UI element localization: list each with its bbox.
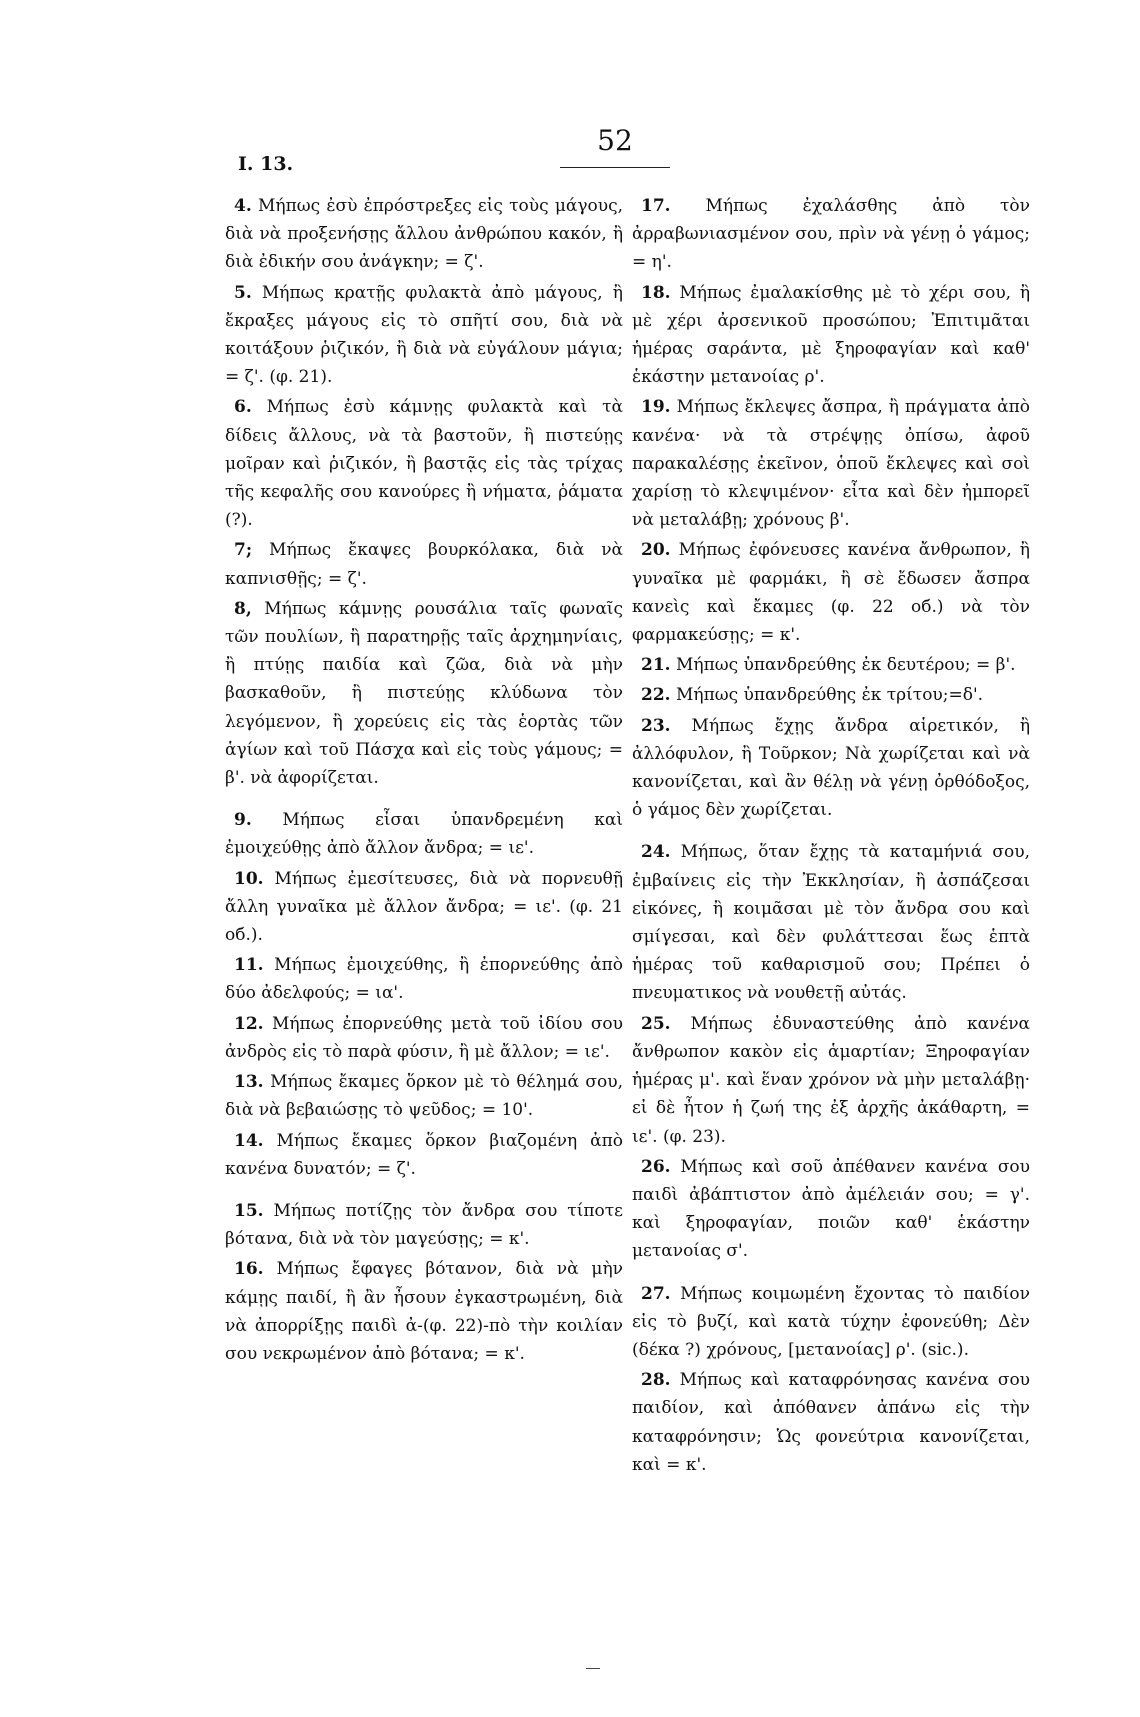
question-number: 15.	[234, 1200, 264, 1221]
question-entry	[632, 838, 1030, 1007]
question-entry	[632, 1153, 1030, 1266]
bottom-dash	[586, 1668, 600, 1669]
question-number: 13.	[234, 1072, 264, 1093]
question-text: Μήπως ἔφαγες βότανον, διὰ νὰ μὴν κάμῃς παιδί, ἢ ἂν ἦσουν ἐγκαστρωμένη, διὰ νὰ ἀπορρίξῃς παιδὶ ἀ-(φ. 22)-πὸ τὴν κοιλίαν σου νεκρωμένον ἀπὸ βότανα; = κ'.	[225, 1259, 624, 1364]
question-entry	[632, 1366, 1030, 1479]
question-entry	[632, 279, 1030, 392]
question-number: 12.	[234, 1013, 264, 1034]
question-text: Μήπως ἐμοιχεύθης, ἢ ἐπορνεύθης ἀπὸ δύο ἀδελφούς; = ια'.	[225, 955, 623, 1004]
question-number: 14.	[234, 1130, 264, 1151]
question-text: Μήπως ἐφόνευσες κανένα ἄνθρωπον, ἢ γυναῖκα μὲ φαρμάκι, ἢ σὲ ἔδωσεν ἄσπρα κανεὶς καὶ ἔκαμες (φ. 22 об.) νὰ τὸν φαρμακεύσῃς; = κ'.	[632, 540, 1030, 646]
question-entry	[632, 681, 1030, 709]
question-number: 23.	[641, 715, 671, 736]
question-entry	[225, 951, 623, 1007]
question-entry	[225, 865, 623, 950]
question-number: 8,	[234, 598, 252, 619]
question-text: Μήπως καὶ καταφρόνησας κανένα σου παιδίον, καὶ ἀπόθανεν ἀπάνω εἰς τὴν καταφρόνησιν; Ὡς φονεύτρια κανονίζεται, καὶ = κ'.	[632, 1370, 1031, 1475]
question-entry	[225, 536, 623, 592]
question-number: 24.	[641, 842, 671, 863]
question-number: 22.	[641, 685, 671, 706]
question-number: 20.	[641, 540, 671, 561]
question-text: Μήπως ἐμεσίτευσες, διὰ νὰ πορνευθῇ ἄλλη γυναῖκα μὲ ἄλλον ἄνδρα; = ιε'. (φ. 21 οб.).	[225, 868, 624, 946]
question-number: 18.	[641, 282, 671, 303]
question-number: 16.	[234, 1259, 264, 1280]
question-number: 4.	[234, 196, 252, 216]
question-entry	[632, 1280, 1030, 1365]
question-text: Μήπως ὑπανδρεύθης ἐκ δευτέρου; = β'.	[675, 655, 1016, 676]
question-entry	[632, 651, 1030, 679]
question-entry	[632, 192, 1030, 277]
question-text: Μήπως κοιμωμένη ἔχοντας τὸ παιδίον εἰς τὸ βυζί, καὶ κατὰ τύχην ἐφονεύθη; Δὲν (δέκα ?) χρόνους, [μετανοίας] ρ'. (sic.).	[632, 1283, 1030, 1360]
question-entry	[225, 1068, 623, 1124]
question-text: Μήπως ἔκαψες βουρκόλακα, διὰ νὰ καπνισθῇς; = ζ'.	[225, 540, 624, 589]
question-number: 11.	[234, 955, 264, 976]
question-number: 26.	[641, 1156, 671, 1177]
question-number: 25.	[641, 1013, 671, 1034]
question-number: 21.	[641, 655, 671, 676]
left-column	[225, 192, 623, 1370]
question-entry	[225, 1255, 623, 1368]
question-number: 27.	[641, 1283, 671, 1304]
question-entry	[225, 393, 623, 534]
question-text: Μήπως, ὅταν ἔχῃς τὰ καταμήνιά σου, ἐμβαίνεις εἰς τὴν Ἐκκλησίαν, ἢ ἀσπάζεσαι εἰκόνες, ἢ κοιμᾶσαι μὲ τὸν ἄνδρα σου καὶ σμίγεσαι, καὶ δὲν φυλάττεσαι ἕως ἑπτὰ ἡμέρας τοῦ καθαρισμοῦ σου; Πρέπει ὁ πνευματικος νὰ νουθετῇ αὐτάς.	[632, 842, 1031, 1004]
question-entry	[225, 279, 623, 392]
question-number: 7;	[234, 540, 253, 561]
question-text: Μήπως καὶ σοῦ ἀπέθανεν κανένα σου παιδὶ ἀβάπτιστον ἀπὸ ἀμέλειάν σου; = γ'. καὶ ξηροφαγίαν, ποιῶν καθ' ἑκάστην μετανοίας σ'.	[632, 1156, 1031, 1262]
question-entry	[632, 536, 1030, 649]
question-number: 19.	[641, 397, 671, 418]
question-entry	[632, 712, 1030, 825]
question-text: Μήπως κρατῇς φυλακτὰ ἀπὸ μάγους, ἢ ἔκραξες μάγους εἰς τὸ σπῆτί σου, διὰ νὰ κοιτάξουν ῥιζικόν, ἢ διὰ νὰ εὐγάλουν μάγια; = ζ'. (φ. 21).	[225, 282, 623, 388]
page-number-rule	[560, 167, 670, 168]
question-text: Μήπως ἔκαμες ὅρκον βιαζομένη ἀπὸ κανένα δυνατόν; = ζ'.	[225, 1130, 624, 1179]
question-text: Μήπως ἔκλεψες ἄσπρα, ἢ πράγματα ἀπὸ κανένα· νὰ τὰ στρέψῃς ὀπίσω, ἀφοῦ παρακαλέσῃς ἐκεῖνον, ὁποῦ ἔκλεψες καὶ σοὶ χαρίσῃ τὸ κλεψιμένον· εἶτα καὶ δὲν ἠμπορεῖ νὰ μεταλάβῃ; χρόνους β'.	[632, 397, 1030, 531]
question-entry	[225, 595, 623, 792]
question-number: 5.	[234, 282, 252, 303]
question-number: 17.	[641, 196, 671, 216]
question-text: Μήπως εἶσαι ὑπανδρεμένη καὶ ἐμοιχεύθῃς ἀπὸ ἄλλον ἄνδρα; = ιε'.	[225, 810, 623, 859]
question-entry	[225, 1010, 623, 1066]
question-number: 10.	[234, 868, 264, 889]
question-text: Μήπως ἐσὺ ἐπρόστρεξες εἰς τοὺς μάγους, διὰ νὰ προξενήσῃς ἄλλου ἀνθρώπου κακόν, ἢ διὰ ἐδικήν σου ἀνάγκην; = ζ'.	[225, 196, 623, 273]
question-text: Μήπως ἐσὺ κάμνῃς φυλακτὰ καὶ τὰ δίδεις ἄλλους, νὰ τὰ βαστοῦν, ἢ πιστεύῃς μοῖραν καὶ ῥιζικόν, ἢ βαστᾷς εἰς τὰς τρίχας τῆς κεφαλῆς σου κανούρες ἢ νήματα, ῥάματα (?).	[225, 397, 623, 531]
question-text: Μήπως ποτίζῃς τὸν ἄνδρα σου τίποτε βότανα, διὰ νὰ τὸν μαγεύσῃς; = κ'.	[225, 1200, 623, 1250]
question-text: Μήπως ὑπανδρεύθης ἐκ τρίτου;=δ'.	[675, 685, 984, 706]
question-text: Μήπως ἐπορνεύθης μετὰ τοῦ ἰδίου σου ἀνδρὸς εἰς τὸ παρὰ φύσιν, ἢ μὲ ἄλλον; = ιε'.	[225, 1013, 623, 1062]
question-entry	[225, 1127, 623, 1183]
question-entry	[632, 393, 1030, 534]
question-entry	[225, 1197, 623, 1253]
question-entry	[225, 192, 623, 277]
question-text: Μήπως ἐχαλάσθης ἀπὸ τὸν ἀρραβωνιασμένον σου, πρὶν νὰ γένῃ ὁ γάμος; = η'.	[632, 196, 1030, 273]
question-entry	[225, 806, 623, 862]
question-text: Μήπως ἐδυναστεύθης ἀπὸ κανένα ἄνθρωπον κακὸν εἰς ἁμαρτίαν; Ξηροφαγίαν ἡμέρας μ'. καὶ ἕναν χρόνον νὰ μὴν μεταλάβῃ· εἰ δὲ ἦτον ἡ ζωή της ἐξ ἀρχῆς ἀκάθαρτη, = ιε'. (φ. 23).	[632, 1013, 1031, 1147]
right-column	[632, 192, 1030, 1481]
question-text: Μήπως ἔκαμες ὅρκον μὲ τὸ θέλημά σου, διὰ νὰ βεβαιώσῃς τὸ ψεῦδος; = 10'.	[225, 1072, 623, 1121]
question-entry	[632, 1010, 1030, 1151]
page-number: 52	[597, 124, 633, 157]
question-text: Μήπως ἔχῃς ἄνδρα αἱρετικόν, ἢ ἀλλόφυλον, ἢ Τοῦρκον; Νὰ χωρίζεται καὶ νὰ κανονίζεται, καὶ ἂν θέλῃ νὰ γένῃ ὀρθόδοξος, ὁ γάμος δὲν χωρίζεται.	[632, 715, 1031, 821]
question-text: Μήπως κάμνῃς ρουσάλια ταῖς φωναῖς τῶν πουλίων, ἢ παρατηρῇς ταῖς ἀρχημηνίαις, ἢ πτύῃς παιδία καὶ ζῶα, διὰ νὰ μὴν βασκαθοῦν, ἢ πιστεύῃς κλύδωνα τὸν λεγόμενον, ἢ χορεύεις εἰς τὰς ἑορτὰς τῶν ἁγίων καὶ τοῦ Πάσχα καὶ εἰς τοὺς γάμους; = β'. νὰ ἀφορίζεται.	[225, 598, 623, 789]
question-number: 6.	[234, 397, 252, 418]
question-text: Μήπως ἐμαλακίσθης μὲ τὸ χέρι σου, ἢ μὲ χέρι ἀρσενικοῦ προσώπου; Ἐπιτιμᾶται ἡμέρας σαράντα, μὲ ξηροφαγίαν καὶ καθ' ἑκάστην μετανοίας ρ'.	[632, 282, 1031, 388]
signature-mark: I. 13.	[238, 153, 294, 175]
question-number: 28.	[641, 1370, 671, 1391]
question-number: 9.	[234, 810, 252, 831]
